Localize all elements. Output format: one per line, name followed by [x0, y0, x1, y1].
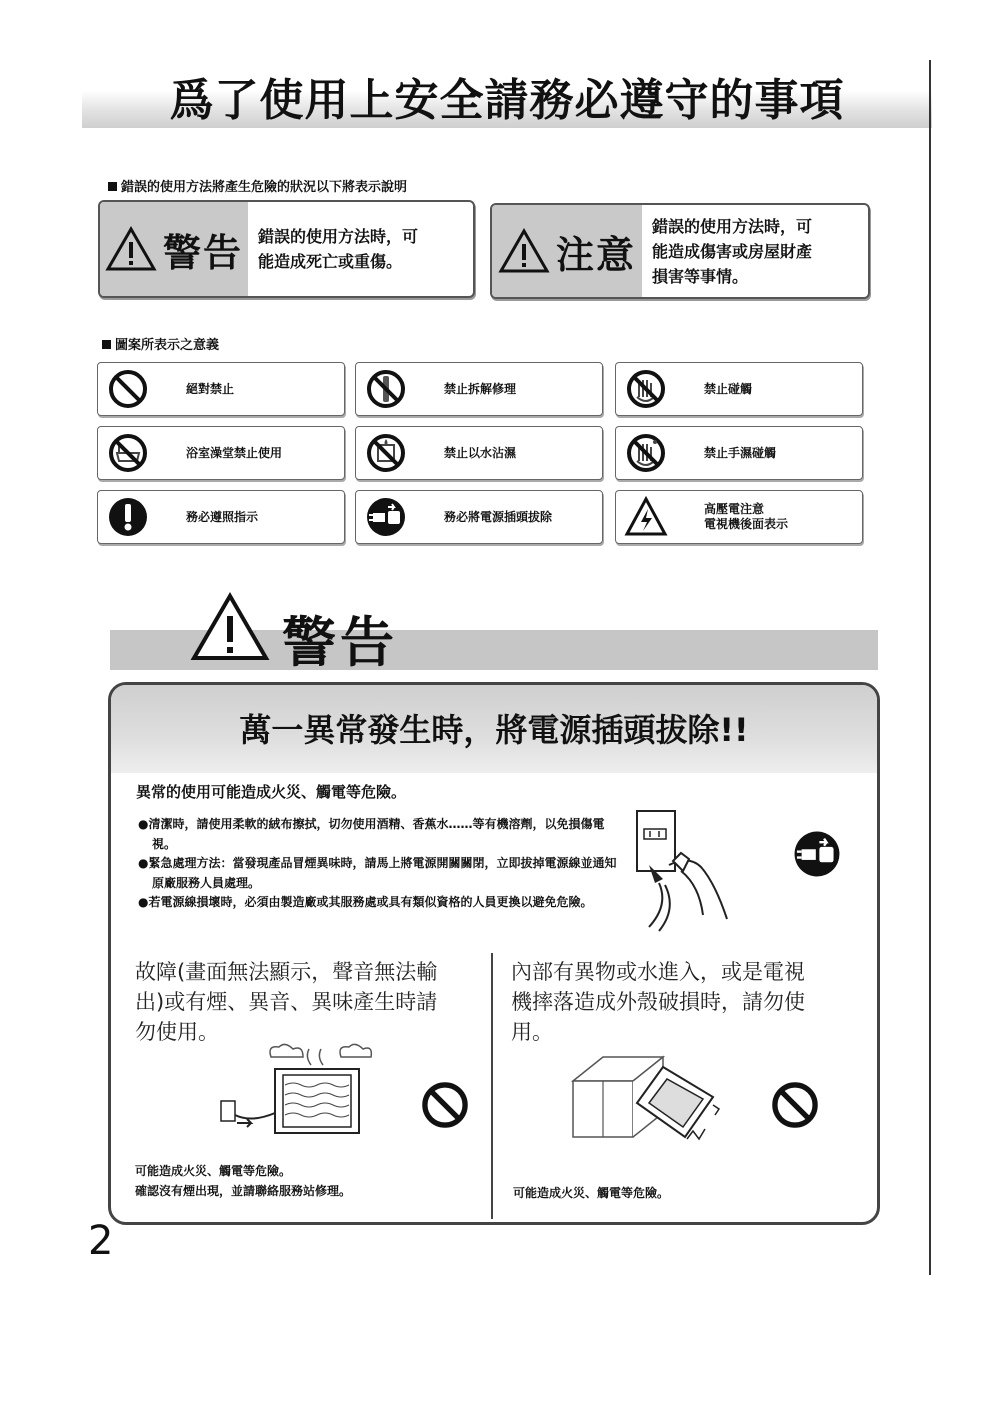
high-voltage-label: 高壓電注意 電視機後面表示 [704, 502, 789, 531]
warning-triangle-large-icon [190, 592, 270, 662]
warning-heading: 警告 [282, 611, 398, 674]
level-word-caution: 注意 [555, 232, 636, 277]
symbol-unplug: 務必將電源插頭拔除 [355, 490, 603, 544]
section-label-symbols: 圖案所表示之意義 [102, 334, 219, 353]
warning-intro: 異常的使用可能造成火災、觸電等危險。 [136, 783, 407, 801]
prohibited-icon [106, 367, 150, 411]
smoking-tv-illustration [211, 1043, 391, 1145]
no-water-icon [364, 431, 408, 475]
prohibited-icon [769, 1079, 821, 1131]
mandatory-icon [106, 495, 150, 539]
bullet-item: ●清潔時，請使用柔軟的絨布擦拭，切勿使用酒精、香蕉水……等有機溶劑，以免損傷電視。 [138, 817, 605, 851]
warning-panel [108, 682, 880, 1225]
column-divider [491, 953, 493, 1219]
page-title: 爲了使用上安全請務必遵守的事項 [169, 75, 845, 126]
no-touch-icon [624, 367, 668, 411]
right-column-text: 內部有異物或水進入，或是電視 機摔落造成外殼破損時，請勿使 用。 [511, 960, 805, 1044]
square-bullet-icon [102, 340, 111, 349]
left-column-footnote: 可能造成火災、觸電等危險。 確認沒有煙出現，並請聯絡服務站修理。 [135, 1164, 352, 1198]
level-desc-warning: 錯誤的使用方法時，可 能造成死亡或重傷。 [258, 227, 419, 271]
no-bathroom-use-icon [106, 431, 150, 475]
symbol-prohibited: 絕對禁止 [97, 362, 345, 416]
level-box-caution [490, 203, 870, 299]
symbol-no-bathroom-use: 浴室澡堂禁止使用 [97, 426, 345, 480]
prohibited-icon [419, 1079, 471, 1131]
caution-triangle-icon [498, 228, 550, 274]
no-disassembly-icon [364, 367, 408, 411]
unplug-hand-illustration [629, 805, 741, 935]
broken-tv-illustration [567, 1039, 727, 1149]
level-word-warning: 警告 [162, 230, 243, 275]
symbol-no-disassembly: 禁止拆解修理 [355, 362, 603, 416]
symbol-no-water: 禁止以水沾濕 [355, 426, 603, 480]
section-label-levels: 錯誤的使用方法將產生危險的狀況以下將表示說明 [108, 176, 407, 195]
symbol-mandatory: 務必遵照指示 [97, 490, 345, 544]
level-desc-caution: 錯誤的使用方法時，可 能造成傷害或房屋財產 損害等事情。 [652, 216, 813, 286]
unplug-icon [791, 828, 843, 880]
warning-triangle-icon [105, 226, 157, 272]
left-column-text: 故障(畫面無法顯示，聲音無法輸 出)或有煙、異音、異味產生時請 勿使用。 [135, 960, 438, 1044]
no-wet-hands-icon [624, 431, 668, 475]
high-voltage-icon [624, 495, 668, 539]
right-column-footnote: 可能造成火災、觸電等危險。 [513, 1186, 670, 1200]
unplug-icon [364, 495, 408, 539]
bullet-item: ●緊急處理方法：當發現產品冒煙異味時，請馬上將電源開關關閉，立即拔掉電源線並通知原廠服務人員處理。 [138, 856, 617, 890]
symbol-no-wet-hands: 禁止手濕碰觸 [615, 426, 863, 480]
warning-panel-header [111, 685, 877, 773]
warning-headline: 萬一異常發生時，將電源插頭拔除!! [239, 711, 749, 749]
bullet-item: ●若電源線損壞時，必須由製造廠或其服務處或具有類似資格的人員更換以避免危險。 [138, 895, 593, 909]
page-edge-rule [929, 60, 931, 1275]
warning-bullets [138, 815, 624, 913]
level-box-warning [98, 200, 475, 298]
page-number: 2 [88, 1218, 114, 1264]
square-bullet-icon [108, 182, 117, 191]
symbol-no-touch: 禁止碰觸 [615, 362, 863, 416]
symbol-high-voltage [615, 490, 863, 544]
